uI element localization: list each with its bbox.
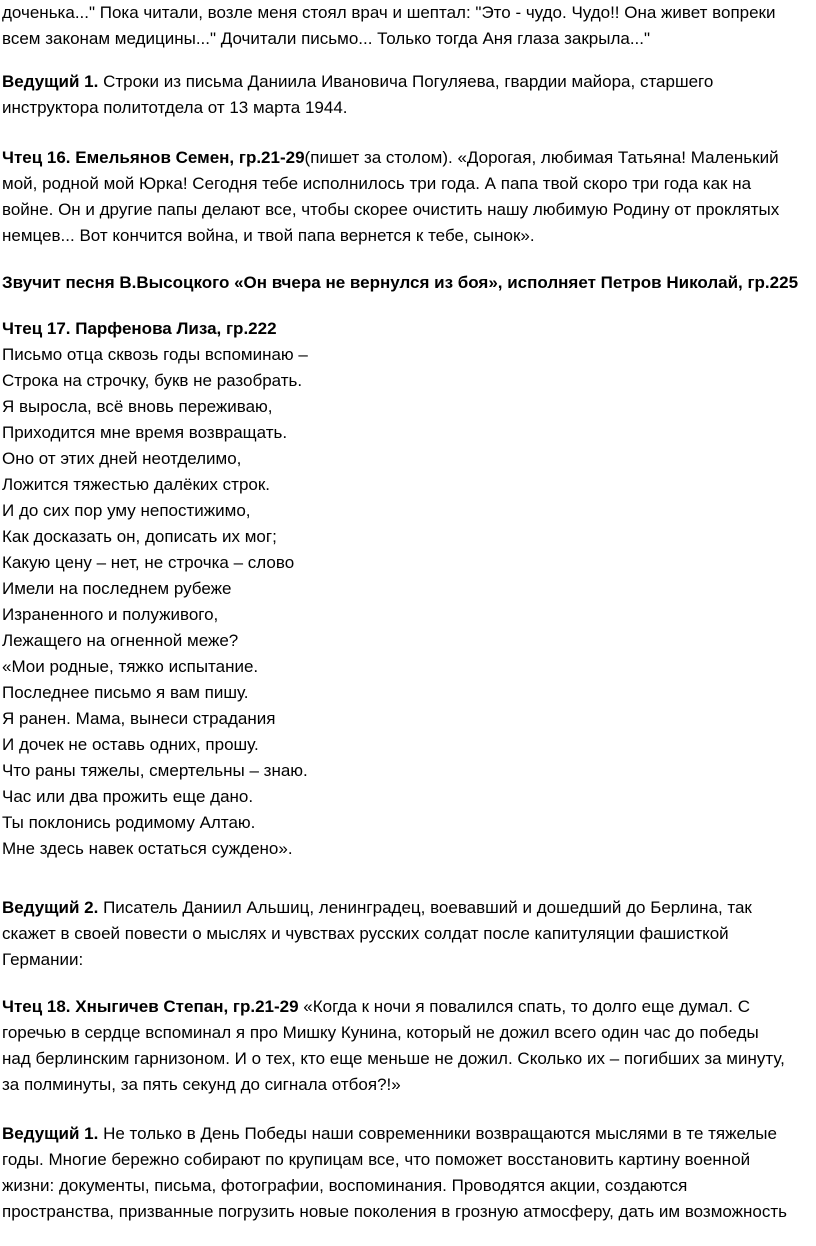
poem-line: Строка на строчку, букв не разобрать. <box>2 371 303 390</box>
text-line <box>2 895 814 921</box>
speaker-label: Ведущий 2. <box>2 898 99 917</box>
text-run: (пишет за столом). «Дорогая, любимая Татьяна! Маленький <box>304 148 779 167</box>
text-line: войне. Он и другие папы делают все, чтобы скорее очистить нашу любимую Родину от проклятых <box>2 200 780 219</box>
poem-line: Оно от этих дней неотделимо, <box>2 449 242 468</box>
text-line: за полминуты, за пять секунд до сигнала отбоя?!» <box>2 1075 401 1094</box>
poem-line: Я ранен. Мама, вынеси страдания <box>2 709 276 728</box>
poem-line: Час или два прожить еще дано. <box>2 787 254 806</box>
text-line: годы. Многие бережно собирают по крупицам все, что поможет восстановить картину военной <box>2 1150 751 1169</box>
poem-line: Как досказать он, дописать их мог; <box>2 527 277 546</box>
paragraph-reader-17 <box>2 316 814 862</box>
poem-line: И дочек не оставь одних, прошу. <box>2 735 259 754</box>
text-run: Не только в День Победы наши современники возвращаются мыслями в те тяжелые <box>98 1124 777 1143</box>
text-run: Строки из письма Даниила Ивановича Погуляева, гвардии майора, старшего <box>98 72 714 91</box>
paragraph-host-1b <box>2 1121 814 1225</box>
paragraph-continuation <box>2 0 814 52</box>
speaker-label: Чтец 17. Парфенова Лиза, гр.222 <box>2 319 277 338</box>
poem-line: Какую цену – нет, не строчка – слово <box>2 553 295 572</box>
poem-line: Лежащего на огненной меже? <box>2 631 239 650</box>
text-line: мой, родной мой Юрка! Сегодня тебе исполнилось три года. А папа твой скоро три года как на <box>2 174 752 193</box>
text-line: Германии: <box>2 950 84 969</box>
text-line: над берлинским гарнизоном. И о тех, кто еще меньше не дожил. Сколько их – погибших за минуту, <box>2 1049 785 1068</box>
poem-line: Письмо отца сквозь годы вспоминаю – <box>2 345 308 364</box>
speaker-label: Чтец 18. Хныгичев Степан, гр.21-29 <box>2 997 299 1016</box>
poem-line: Мне здесь навек остаться суждено». <box>2 839 293 858</box>
text-line: жизни: документы, письма, фотографии, воспоминания. Проводятся акции, создаются <box>2 1176 688 1195</box>
text-run: Писатель Даниил Альшиц, ленинградец, воевавший и дошедший до Берлина, так <box>98 898 752 917</box>
paragraph-host-1 <box>2 69 814 121</box>
speaker-label: Ведущий 1. <box>2 1124 99 1143</box>
text-line <box>2 69 814 95</box>
paragraph-reader-16 <box>2 145 814 249</box>
text-line <box>2 145 814 171</box>
poem-line: Ложится тяжестью далёких строк. <box>2 475 271 494</box>
paragraph-host-2 <box>2 895 814 973</box>
text-line <box>2 994 814 1020</box>
speaker-label: Чтец 16. Емельянов Семен, гр.21-29 <box>2 148 305 167</box>
text-line <box>2 1121 814 1147</box>
poem-line: И до сих пор уму непостижимо, <box>2 501 251 520</box>
poem-line: Что раны тяжелы, смертельны – знаю. <box>2 761 308 780</box>
speaker-label: Ведущий 1. <box>2 72 99 91</box>
poem-line: Имели на последнем рубеже <box>2 579 232 598</box>
poem-line: Я выросла, всё вновь переживаю, <box>2 397 273 416</box>
paragraph-song <box>2 270 814 296</box>
poem-line: Ты поклонись родимому Алтаю. <box>2 813 256 832</box>
poem-line: Израненного и полуживого, <box>2 605 219 624</box>
poem-line: Последнее письмо я вам пишу. <box>2 683 249 702</box>
text-run: «Когда к ночи я повалился спать, то долго еще думал. С <box>298 997 751 1016</box>
text-line: горечью в сердце вспоминал я про Мишку Кунина, который не дожил всего один час до победы <box>2 1023 759 1042</box>
song-announcement: Звучит песня В.Высоцкого «Он вчера не вернулся из боя», исполняет Петров Николай, гр.225 <box>2 273 799 292</box>
text-line: немцев... Вот кончится война, и твой папа вернется к тебе, сынок». <box>2 226 535 245</box>
text-line: инструктора политотдела от 13 марта 1944. <box>2 98 348 117</box>
text-line: пространства, призванные погрузить новые поколения в грозную атмосферу, дать им возможность <box>2 1202 788 1221</box>
paragraph-reader-18 <box>2 994 814 1098</box>
text-line: скажет в своей повести о мыслях и чувствах русских солдат после капитуляции фашисткой <box>2 924 729 943</box>
poem-line: «Мои родные, тяжко испытание. <box>2 657 259 676</box>
text-line: доченька..." Пока читали, возле меня стоял врач и шептал: "Это - чудо. Чудо!! Она живет вопреки <box>2 3 776 22</box>
poem-line: Приходится мне время возвращать. <box>2 423 288 442</box>
text-line: всем законам медицины..." Дочитали письмо... Только тогда Аня глаза закрыла..." <box>2 29 651 48</box>
